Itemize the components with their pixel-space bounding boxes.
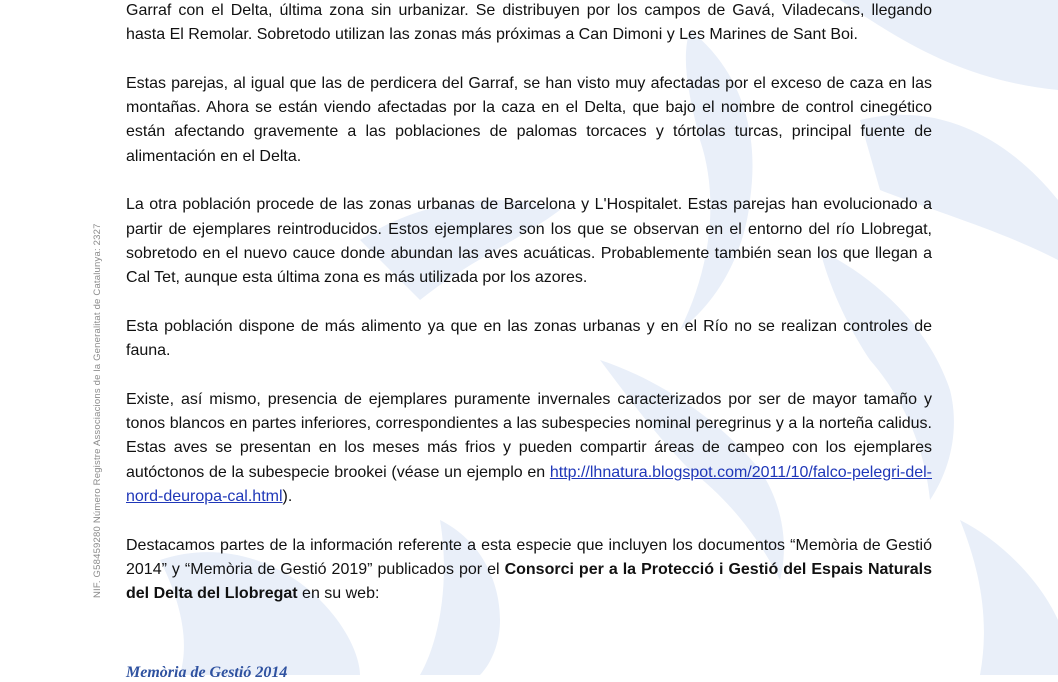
registry-side-note (92, 150, 106, 620)
registry-side-note-text: NIF. G58459280 Número Registre Associacions de la Generalitat de Catalunya: 2327 (92, 223, 103, 598)
paragraph-garraf-delta: Garraf con el Delta, última zona sin urbanizar. Se distribuyen por los campos de Gavá, Viladecans, llegando hasta El Remolar. Sobretodo utilizan las zonas más próximas a Can Dimoni y Les Marines de Sant Boi. (126, 2, 932, 44)
paragraph-consorci-end: en su web: (297, 585, 380, 603)
document-body (126, 0, 932, 631)
paragraph-invernales-end: ). (282, 487, 293, 505)
paragraph-consorci (126, 534, 932, 607)
paragraph-invernales-text: Existe, así mismo, presencia de ejemplares puramente invernales caracterizados por ser de mayor tamaño y tonos blancos en partes inferiores, correspondientes a las subespecies nominal peregrinus y a la norteña calidus. Estas aves se presentan en los meses más frios y pueden compartir áreas de campeo con los ejemplares autóctonos de la subespecie brookei (véase un ejemplo en (126, 390, 932, 481)
blog-link[interactable]: http://lhnatura.blogspot.com/2011/10/falco-pelegri-del-nord-deuropa-cal.html (126, 463, 932, 505)
section-heading-memoria-2014: Memòria de Gestió 2014 (126, 664, 288, 681)
paragraph-poblacion-urbana: La otra población procede de las zonas urbanas de Barcelona y L'Hospitalet. Estas parejas han evolucionado a partir de ejemplares reintroducidos. Estos ejemplares son los que se observan en el entorno del río Llobregat, sobretodo en el nuevo cauce donde abundan las aves acuáticas. Probablemente también sean los que llegan a Cal Tet, aunque esta última zona es más utilizada por los azores. (126, 196, 932, 287)
paragraph-caza-montanas: Estas parejas, al igual que las de perdicera del Garraf, se han visto muy afectadas por el exceso de caza en las montañas. Ahora se están viendo afectadas por la caza en el Delta, que bajo el nombre de control cinegético están afectando gravemente a las poblaciones de palomas torcaces y tórtolas turcas, principal fuente de alimentación en el Delta. (126, 74, 932, 165)
paragraph-invernales (126, 388, 932, 509)
paragraph-alimento: Esta población dispone de más alimento ya que en las zonas urbanas y en el Río no se realizan controles de fauna. (126, 317, 932, 360)
paragraph-consorci-text: Destacamos partes de la información referente a esta especie que incluyen los documentos “Memòria de Gestió 2014” y “Memòria de Gestió 2019” publicados por el (126, 536, 932, 578)
consorci-name: Consorci per a la Protecció i Gestió del Espais Naturals del Delta del Llobregat (126, 560, 932, 603)
